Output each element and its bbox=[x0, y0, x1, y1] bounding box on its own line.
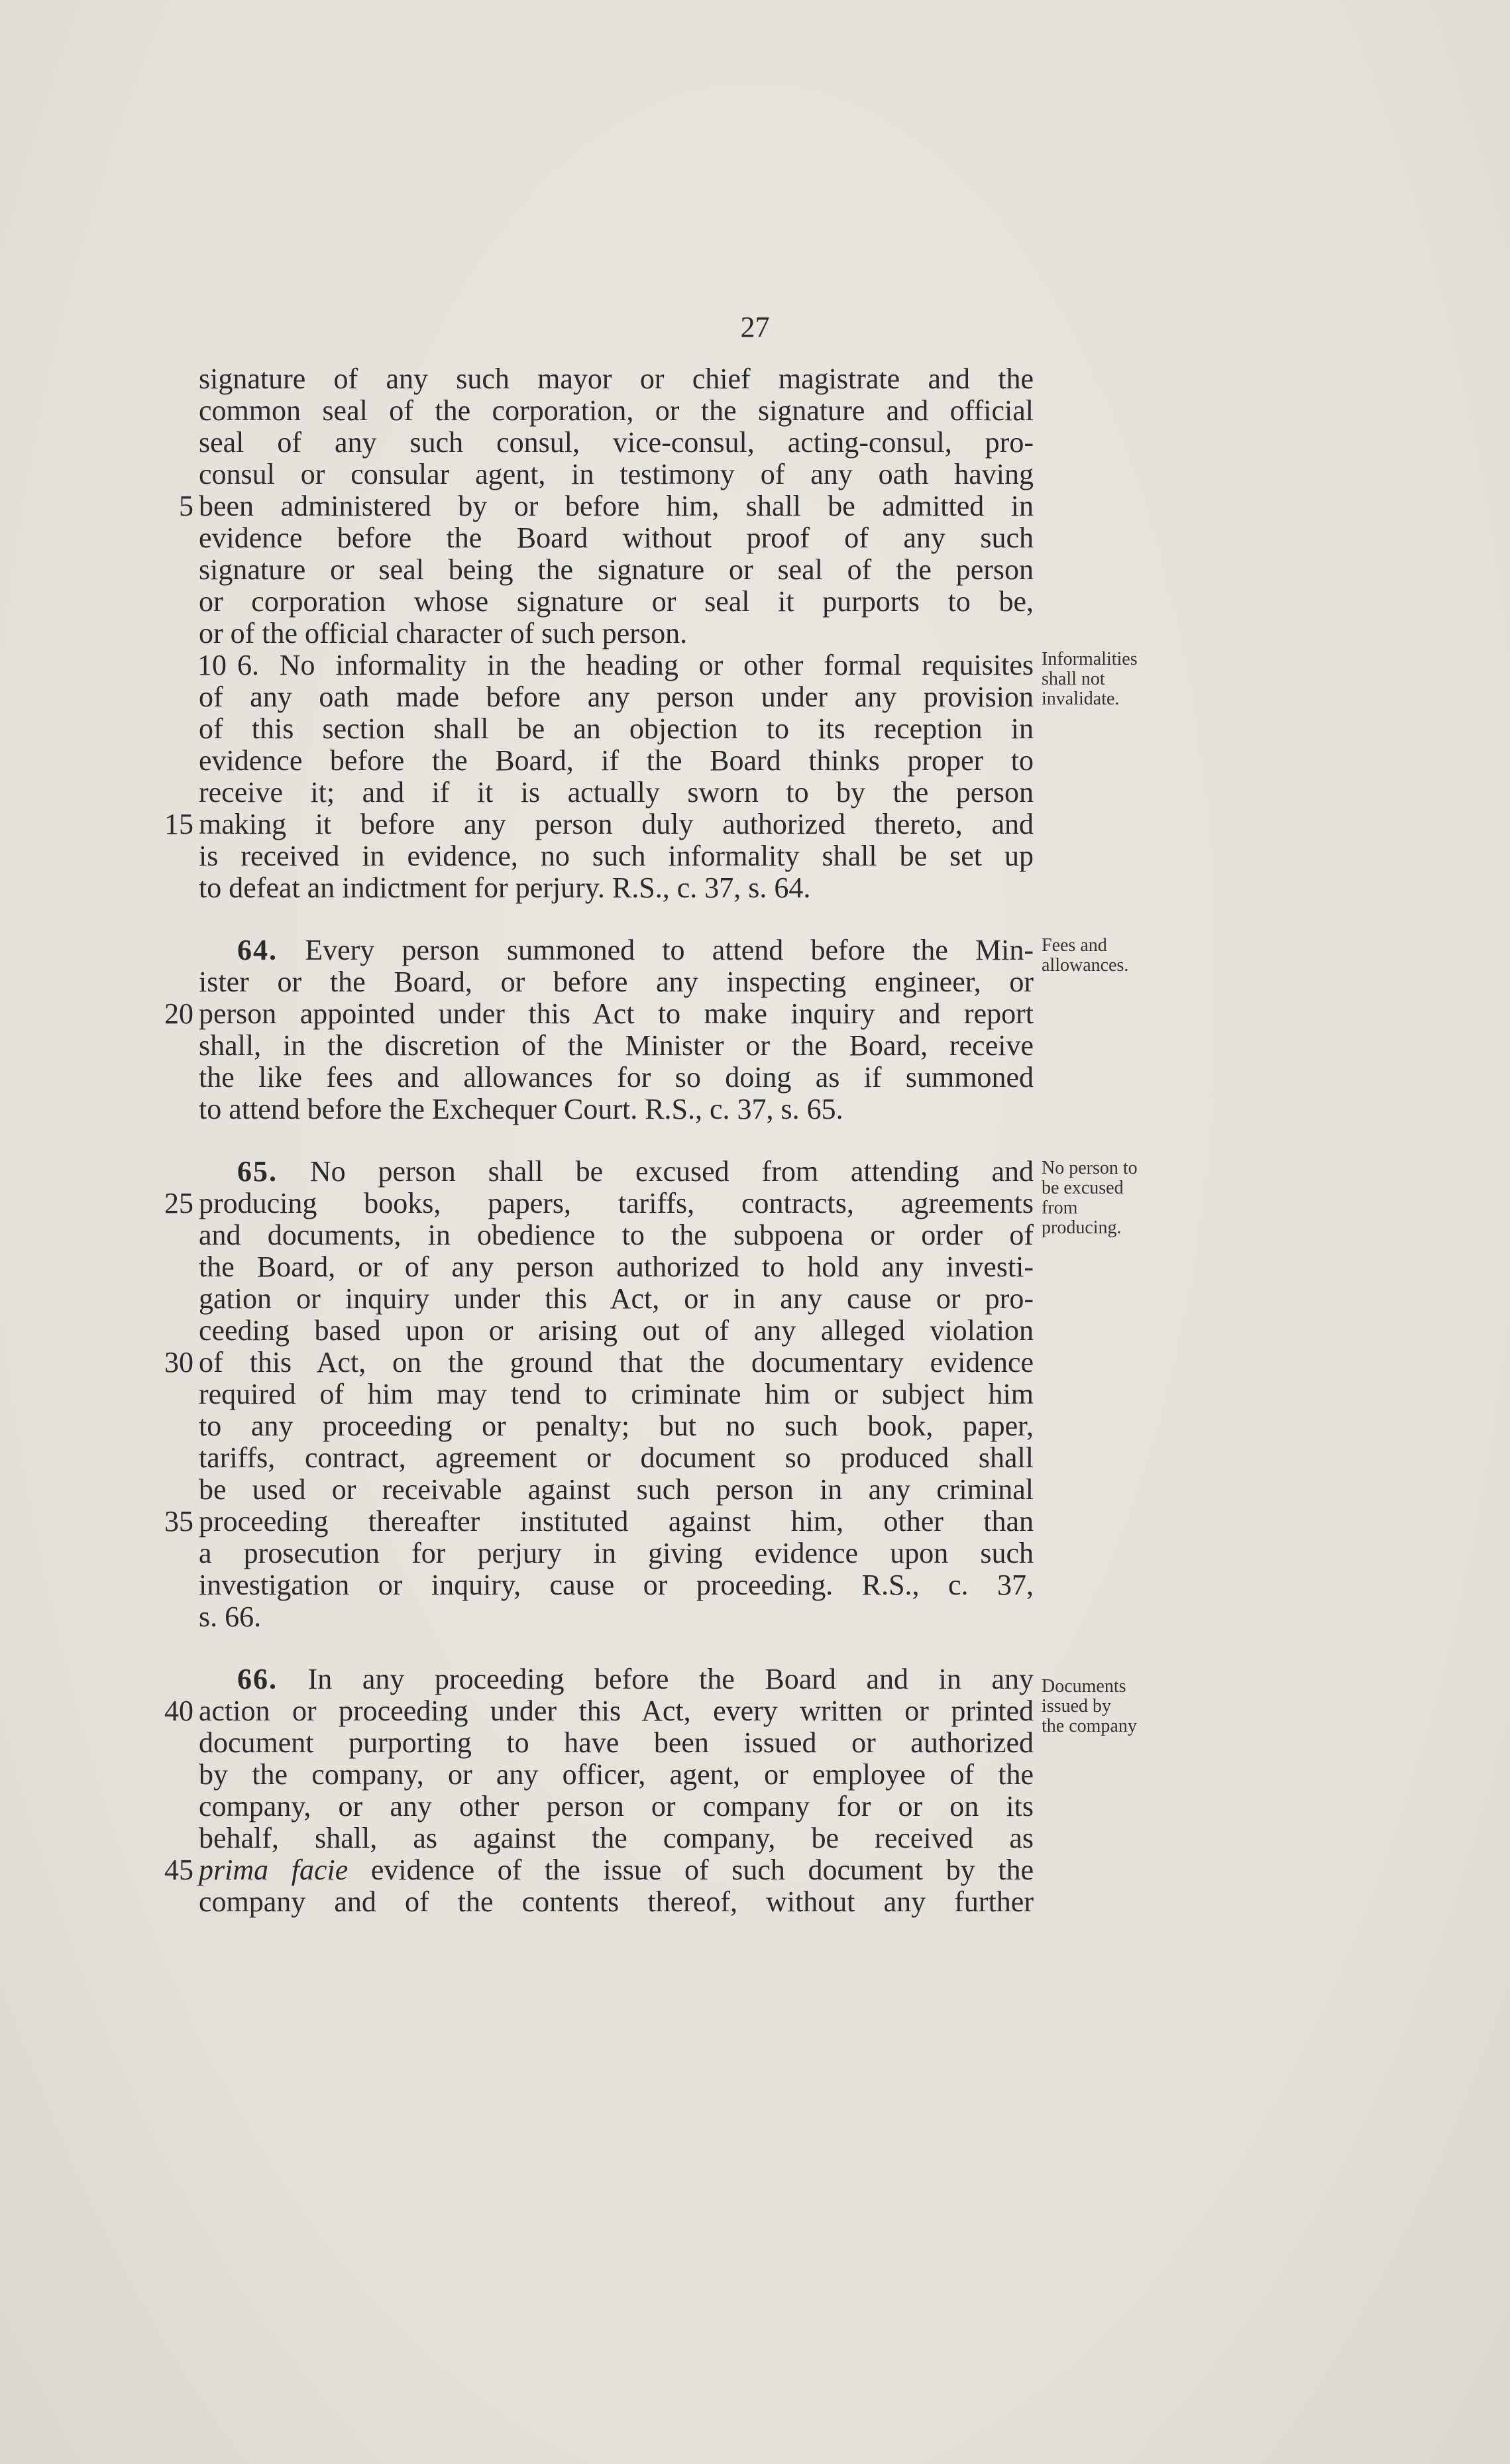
margin-note-line: the company bbox=[1042, 1716, 1137, 1736]
margin-note-line: from bbox=[1042, 1198, 1078, 1218]
text-line bbox=[164, 1505, 1034, 1538]
line-text: making it before any person duly authorized thereto, and bbox=[199, 808, 1034, 840]
margin-note-line: No person to bbox=[1042, 1158, 1138, 1178]
text-line bbox=[199, 1315, 1034, 1347]
margin-note-line: be excused bbox=[1042, 1178, 1124, 1198]
margin-note-line: shall not bbox=[1042, 669, 1105, 689]
text-line bbox=[199, 745, 1034, 777]
line-number: 5 bbox=[179, 490, 193, 522]
text-line bbox=[199, 1219, 1034, 1251]
line-text: required of him may tend to criminate him or subject him bbox=[199, 1378, 1034, 1410]
line-number: 25 bbox=[164, 1187, 193, 1219]
margin-note-line: issued by bbox=[1042, 1696, 1111, 1716]
margin-note-line: Informalities bbox=[1042, 649, 1138, 669]
margin-note-fees bbox=[1042, 936, 1194, 976]
margin-note-line: invalidate. bbox=[1042, 689, 1120, 709]
text-line bbox=[199, 1030, 1034, 1062]
line-text: or of the official character of such person. bbox=[199, 617, 688, 649]
margin-note-line: producing. bbox=[1042, 1217, 1122, 1238]
text-line bbox=[199, 1727, 1034, 1759]
line-text: a prosecution for perjury in giving evidence upon such bbox=[199, 1537, 1034, 1569]
line-text: evidence before the Board, if the Board thinks proper to bbox=[199, 744, 1034, 777]
text-line bbox=[199, 1378, 1034, 1410]
text-line bbox=[164, 1187, 1034, 1219]
margin-note-no-person bbox=[1042, 1158, 1194, 1238]
text-line bbox=[199, 713, 1034, 745]
line-number: 45 bbox=[164, 1854, 193, 1886]
text-line bbox=[199, 840, 1034, 872]
line-number: 20 bbox=[164, 997, 193, 1030]
text-line bbox=[164, 1854, 1034, 1886]
text-line bbox=[199, 1410, 1034, 1442]
line-text: investigation or inquiry, cause or proceeding. R.S., c. 37, bbox=[199, 1569, 1034, 1601]
line-text: signature of any such mayor or chief magistrate and the bbox=[199, 363, 1034, 395]
text-line bbox=[164, 1346, 1034, 1378]
text-line bbox=[199, 681, 1034, 713]
text-line bbox=[199, 1791, 1034, 1822]
text-line bbox=[199, 966, 1034, 998]
text-line bbox=[199, 1886, 1034, 1918]
line-text: be used or receivable against such person in any criminal bbox=[199, 1473, 1034, 1506]
line-text: ister or the Board, or before any inspecting engineer, or bbox=[199, 966, 1034, 998]
text-line bbox=[199, 554, 1034, 586]
line-text: company and of the contents thereof, without any further bbox=[199, 1885, 1034, 1918]
section-number: 64. bbox=[237, 934, 278, 966]
line-text: receive it; and if it is actually sworn to by the person bbox=[199, 776, 1034, 809]
line-text: evidence of the issue of such document by the bbox=[370, 1854, 1034, 1886]
line-text: by the company, or any officer, agent, or employee of the bbox=[199, 1758, 1034, 1791]
margin-note-informalities bbox=[1042, 649, 1194, 709]
line-text: is received in evidence, no such informality shall be set up bbox=[199, 840, 1034, 872]
text-line bbox=[164, 997, 1034, 1030]
line-text: seal of any such consul, vice-consul, acting-consul, pro- bbox=[199, 426, 1034, 459]
line-text: to attend before the Exchequer Court. R.S., c. 37, s. 65. bbox=[199, 1093, 843, 1125]
line-text: document purporting to have been issued or authorized bbox=[199, 1726, 1034, 1759]
margin-note-line: Fees and bbox=[1042, 935, 1107, 956]
line-text: of any oath made before any person under any provision bbox=[199, 681, 1034, 713]
text-line bbox=[199, 649, 1034, 681]
text-line bbox=[199, 1601, 1034, 1633]
text-line bbox=[199, 1663, 1034, 1695]
text-line bbox=[199, 363, 1034, 395]
text-line bbox=[199, 522, 1034, 554]
text-line bbox=[199, 1156, 1034, 1188]
line-text: been administered by or before him, shall be admitted in bbox=[199, 490, 1034, 522]
text-line bbox=[199, 1569, 1034, 1601]
text-line bbox=[199, 1251, 1034, 1283]
line-text: evidence before the Board without proof of any such bbox=[199, 522, 1034, 554]
line-text: of this section shall be an objection to its reception in bbox=[199, 712, 1034, 745]
line-text: common seal of the corporation, or the signature and official bbox=[199, 394, 1034, 427]
text-line bbox=[164, 1695, 1034, 1727]
line-text: signature or seal being the signature or seal of the person bbox=[199, 553, 1034, 586]
section-number: 66. bbox=[237, 1663, 278, 1695]
line-text: shall, in the discretion of the Minister or the Board, receive bbox=[199, 1029, 1034, 1062]
line-text: gation or inquiry under this Act, or in any cause or pro- bbox=[199, 1282, 1034, 1315]
line-text: to defeat an indictment for perjury. R.S., c. 37, s. 64. bbox=[199, 871, 811, 904]
line-text: tariffs, contract, agreement or document so produced shall bbox=[199, 1441, 1034, 1474]
text-line bbox=[199, 427, 1034, 459]
line-number: 10 bbox=[197, 649, 227, 681]
line-text: of this Act, on the ground that the documentary evidence bbox=[199, 1346, 1034, 1378]
text-line bbox=[199, 1759, 1034, 1791]
line-text: In any proceeding before the Board and in any bbox=[307, 1663, 1034, 1695]
line-number: 15 bbox=[164, 808, 193, 840]
margin-note-line: Documents bbox=[1042, 1676, 1126, 1697]
text-line bbox=[199, 1062, 1034, 1093]
text-line bbox=[164, 808, 1034, 840]
text-line bbox=[199, 777, 1034, 809]
line-text: s. 66. bbox=[199, 1600, 262, 1633]
line-text: company, or any other person or company for or on its bbox=[199, 1790, 1034, 1822]
text-line bbox=[199, 395, 1034, 427]
line-text: Every person summoned to attend before the Min- bbox=[305, 934, 1034, 966]
text-line bbox=[199, 1442, 1034, 1474]
text-line bbox=[199, 934, 1034, 966]
line-text: consul or consular agent, in testimony of any oath having bbox=[199, 458, 1034, 490]
line-text: person appointed under this Act to make inquiry and report bbox=[199, 997, 1034, 1030]
line-text: ceeding based upon or arising out of any alleged violation bbox=[199, 1314, 1034, 1347]
text-line bbox=[199, 1538, 1034, 1569]
line-text: or corporation whose signature or seal it purports to be, bbox=[199, 585, 1034, 618]
margin-note-documents bbox=[1042, 1677, 1194, 1736]
text-line bbox=[199, 1822, 1034, 1854]
line-number: 35 bbox=[164, 1505, 193, 1538]
text-line bbox=[199, 872, 1034, 904]
section-number: 65. bbox=[237, 1155, 278, 1188]
line-number: 40 bbox=[164, 1695, 193, 1727]
line-number: 30 bbox=[164, 1346, 193, 1378]
line-text: behalf, shall, as against the company, be received as bbox=[199, 1822, 1034, 1854]
text-line bbox=[199, 459, 1034, 490]
line-text: to any proceeding or penalty; but no such book, paper, bbox=[199, 1410, 1034, 1442]
text-line bbox=[199, 586, 1034, 618]
line-text: No person shall be excused from attending and bbox=[309, 1155, 1034, 1188]
text-line bbox=[179, 490, 1034, 522]
text-line bbox=[199, 1474, 1034, 1506]
line-text: producing books, papers, tariffs, contracts, agreements bbox=[199, 1187, 1034, 1219]
margin-note-line: allowances. bbox=[1042, 955, 1129, 976]
italic-phrase: prima facie bbox=[199, 1854, 349, 1886]
line-text: the Board, or of any person authorized to hold any investi- bbox=[199, 1251, 1034, 1283]
body-text bbox=[164, 363, 1034, 1918]
line-text: proceeding thereafter instituted against him, other than bbox=[199, 1505, 1034, 1538]
line-text: action or proceeding under this Act, every written or printed bbox=[199, 1695, 1034, 1727]
text-line bbox=[199, 618, 1034, 649]
text-line bbox=[199, 1283, 1034, 1315]
text-line bbox=[199, 1093, 1034, 1125]
line-text: the like fees and allowances for so doing as if summoned bbox=[199, 1061, 1034, 1093]
line-text: 6. No informality in the heading or other formal requisites bbox=[237, 649, 1034, 681]
line-text: and documents, in obedience to the subpoena or order of bbox=[199, 1219, 1034, 1251]
page-number: 27 bbox=[740, 311, 770, 343]
